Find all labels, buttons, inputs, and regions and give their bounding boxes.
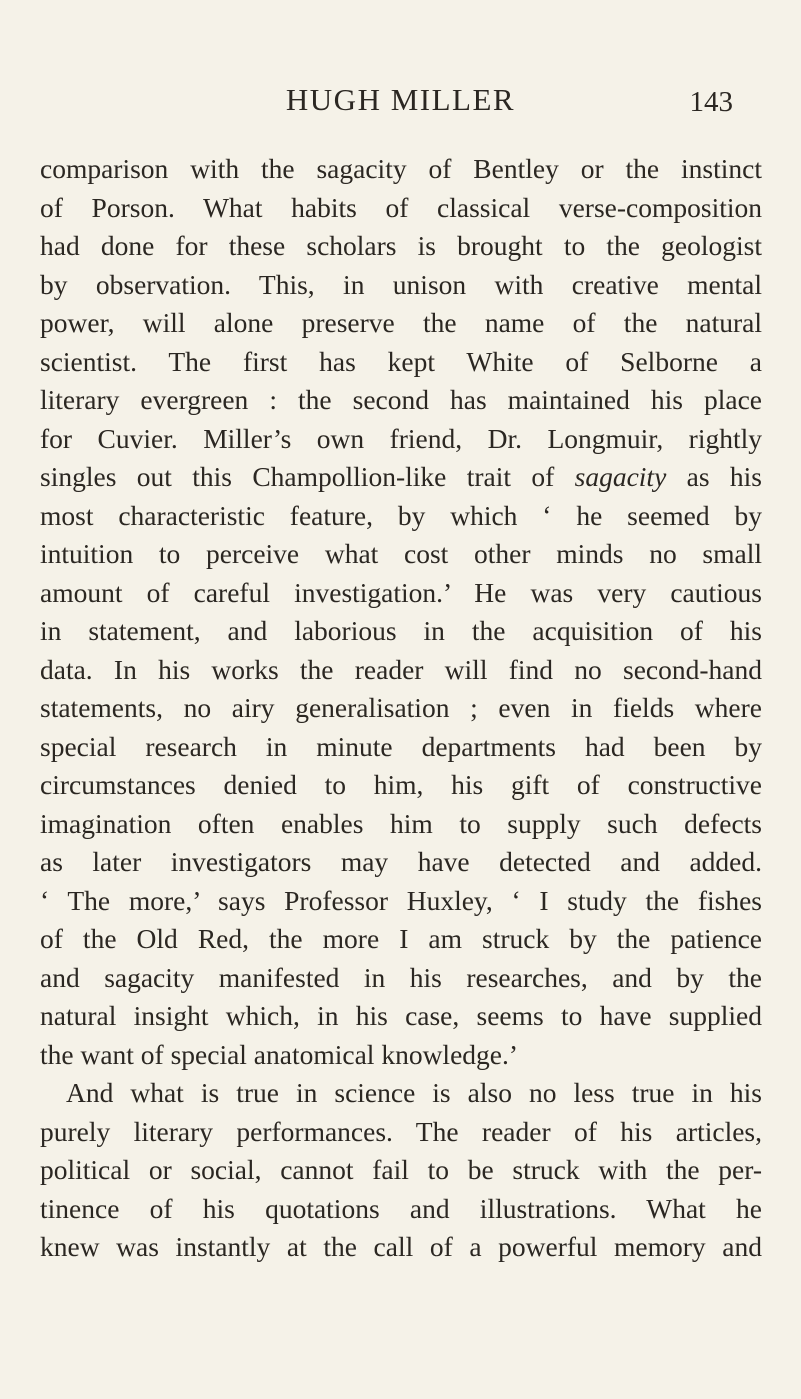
text-line: data. In his works the reader will find no second-hand — [40, 653, 762, 685]
text-line: circumstances denied to him, his gift of constructive — [40, 769, 762, 800]
text-line: amount of careful investigation.’ He was very cautious — [40, 576, 762, 608]
text-line: of the Old Red, the more I am struck by the patience — [40, 923, 762, 954]
text-line: statements, no airy generalisation ; even in fields where — [40, 692, 762, 723]
text-line: literary evergreen : the second has maintained his place — [40, 384, 762, 415]
text-line: by observation. This, in unison with creative mental — [40, 268, 762, 300]
italic-word: sagacity — [574, 461, 667, 492]
running-title: HUGH MILLER — [285, 82, 516, 117]
text-line: intuition to perceive what cost other minds no small — [40, 538, 762, 569]
text-run: as his — [666, 461, 762, 492]
text-line: had done for these scholars is brought to the geologist — [40, 230, 762, 261]
running-head — [0, 80, 801, 120]
page-number: 143 — [689, 86, 733, 118]
text-line — [40, 458, 762, 497]
text-line: of Porson. What habits of classical verse-composition — [40, 191, 762, 223]
text-line: political or social, cannot fail to be struck with the per- — [40, 1154, 762, 1185]
text-line: and sagacity manifested in his researches, and by the — [40, 961, 762, 993]
text-line: power, will alone preserve the name of the natural — [40, 307, 762, 338]
text-line: for Cuvier. Miller’s own friend, Dr. Longmuir, rightly — [40, 422, 762, 454]
text-line: as later investigators may have detected and added. — [40, 846, 762, 877]
text-line: imagination often enables him to supply such defects — [40, 807, 762, 839]
text-line: tinence of his quotations and illustrations. What he — [40, 1192, 762, 1224]
text-line: natural insight which, in his case, seems to have supplied — [40, 1000, 762, 1031]
text-line: And what is true in science is also no less true in his — [66, 1077, 762, 1108]
text-line: in statement, and laborious in the acquisition of his — [40, 615, 762, 646]
text-line: comparison with the sagacity of Bentley or the instinct — [40, 153, 762, 184]
text-line: purely literary performances. The reader of his articles, — [40, 1115, 762, 1147]
text-run: singles out this Champollion-like trait of — [40, 461, 575, 492]
body-text — [40, 150, 762, 1267]
text-line: the want of special anatomical knowledge.’ — [40, 1038, 519, 1070]
text-line: special research in minute departments had been by — [40, 730, 762, 762]
text-line: ‘ The more,’ says Professor Huxley, ‘ I study the fishes — [40, 884, 762, 916]
text-line: most characteristic feature, by which ‘ he seemed by — [40, 499, 762, 531]
text-line: scientist. The first has kept White of Selborne a — [40, 345, 762, 377]
text-line: knew was instantly at the call of a powerful memory and — [40, 1231, 762, 1262]
